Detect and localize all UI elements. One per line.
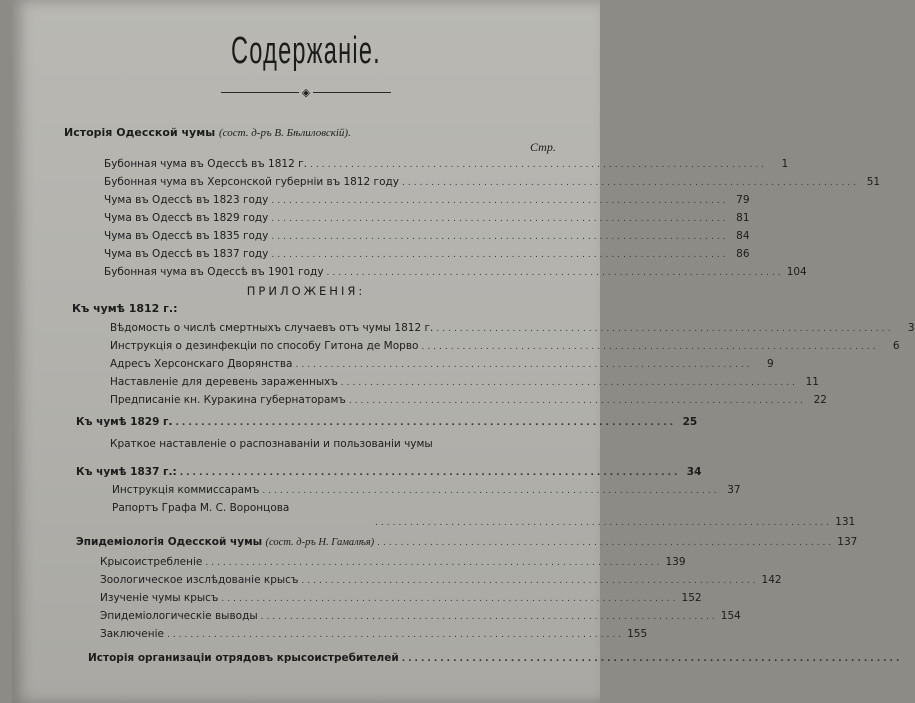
section2-author: (сост. д-ръ Н. Гамалѣя) [265,537,375,548]
toc-entry [100,610,741,622]
toc-entry [112,502,382,514]
leader-dots: .............................................................................. [175,418,677,428]
toc-entry [104,248,750,260]
toc-entry [100,628,648,640]
entry-text: Зоологическое изслѣдованiе крысъ [100,574,299,586]
leader-dots: .............................................................................. [326,268,784,278]
entry-page: 81 [736,212,750,224]
leader-dots: .............................................................................. [401,178,860,188]
entry-page: 79 [736,194,750,206]
entry-text: Инструкцiя о дезинфекцiи по способу Гитона де Морво [110,340,419,352]
title-ornament [12,84,600,99]
toc-entry [110,358,774,370]
toc-entry [104,158,789,170]
toc-entry [104,212,750,224]
page-column-label: Стр. [530,140,556,154]
appendix-title: ПРИЛОЖЕНIЯ: [246,284,366,298]
document-page [12,0,915,703]
leader-dots: .............................................................................. [421,342,879,352]
toc-entry [110,376,819,388]
entry-text: Бубонная чума въ Херсонской губернiи въ 1812 году [104,176,399,188]
toc-entry [100,574,782,586]
entry-text: Эпидемiологическiе выводы [100,610,258,622]
section1-author: (сост. д-ръ В. Бѣлиловскiй). [219,127,351,139]
entry-text: Заключенiе [100,628,164,640]
entry-page: 84 [736,230,750,242]
entry-page: 34 [686,466,702,478]
entry-text: Крысоистребленiе [100,556,203,568]
entry-text: Исторiя организацiи отрядовъ крысоистребителей [88,652,399,664]
toc-entry [104,176,881,188]
leader-dots: .............................................................................. [179,468,681,478]
leader-dots: .............................................................................. [271,232,729,242]
toc-entry [110,322,915,334]
ornament-diamond-icon: ◈ [301,86,311,99]
leader-dots: .............................................................................. [295,360,753,370]
entry-page: 25 [682,416,698,428]
entry-text: Предписанiе кн. Куракина губернаторамъ [110,394,346,406]
toc-entry [100,556,686,568]
leader-dots: .............................................................................. [348,396,806,406]
entry-text: Бубонная чума въ Одессѣ въ 1901 году [104,266,324,278]
toc-entry [112,484,741,496]
entry-page: 6 [892,340,900,352]
entry-text: Наставленiе для деревень зараженныхъ [110,376,338,388]
entry-text: Рапортъ Графа М. С. Воронцова [112,502,290,514]
entry-text: Къ чумѣ 1829 г. [76,416,173,428]
entry-page: 86 [736,248,750,260]
entry-text: Чума въ Одессѣ въ 1829 году [104,212,269,224]
leader-dots: .............................................................................. [260,612,718,622]
toc-entry [104,266,807,278]
entry-page: 155 [627,628,648,640]
section1-heading [64,126,351,139]
entry-page: 137 [837,536,858,548]
entry-page: 37 [727,484,741,496]
leader-dots: .............................................................................. [205,558,663,568]
ornament-line-left [221,92,299,93]
leader-dots: .............................................................................. [375,518,833,528]
entry-text: Чума въ Одессѣ въ 1823 году [104,194,269,206]
leader-dots: .............................................................................. [436,324,894,334]
plague1812-heading: Къ чумѣ 1812 г.: [72,302,178,315]
toc-entry-page-only [372,516,856,528]
entry-text: Чума въ Одессѣ въ 1837 году [104,248,269,260]
toc-entry [110,340,900,352]
toc-entry [104,194,750,206]
section2-heading-text: Эпидемiологiя Одесской чумы [76,536,263,548]
section2-heading [76,536,858,548]
entry-text: Чума въ Одессѣ въ 1835 году [104,230,269,242]
leader-dots: .............................................................................. [340,378,798,388]
leader-dots: .............................................................................. [309,160,768,170]
entry-text: Изученiе чумы крысъ [100,592,219,604]
entry-text: Вѣдомость о числѣ смертныхъ случаевъ отъ чумы 1812 г. [110,322,434,334]
plague1829-heading [76,416,698,428]
entry-page: 142 [761,574,782,586]
leader-dots: .............................................................................. [221,594,679,604]
entry-page: 139 [665,556,686,568]
entry-page: 3 [907,322,915,334]
entry-page: 9 [766,358,774,370]
entry-page: 104 [786,266,807,278]
entry-page: 51 [866,176,881,188]
section1-heading-text: Исторiя Одесской чумы [64,126,216,139]
leader-dots: .............................................................................. [401,654,903,664]
leader-dots: .............................................................................. [262,486,720,496]
entry-page: 1 [781,158,789,170]
entry-text: Краткое наставленiе о распознаванiи и пользованiи чумы [110,438,433,450]
leader-dots: .............................................................................. [377,538,835,548]
toc-entry [110,438,450,450]
toc-entry [104,230,750,242]
entry-page: 11 [805,376,819,388]
toc-entry [100,592,702,604]
entry-page: 22 [813,394,827,406]
leader-dots: .............................................................................. [271,196,729,206]
entry-page: 154 [720,610,741,622]
plague1837-heading [76,466,702,478]
page-title: Содержанie. [231,30,381,72]
leader-dots: .............................................................................. [166,630,625,640]
entry-text: Бубонная чума въ Одессѣ въ 1812 г. [104,158,307,170]
entry-text: Инструкцiя коммиссарамъ [112,484,260,496]
leader-dots: .............................................................................. [301,576,759,586]
leader-dots: .............................................................................. [271,214,729,224]
leader-dots: .............................................................................. [271,250,729,260]
entry-text: Къ чумѣ 1837 г.: [76,466,177,478]
ornament-line-right [313,92,391,93]
entry-text: Адресъ Херсонскаго Дворянства [110,358,293,370]
entry-page: 152 [681,592,702,604]
entry-page: 131 [835,516,856,528]
final-entry [88,652,903,664]
toc-entry [110,394,827,406]
